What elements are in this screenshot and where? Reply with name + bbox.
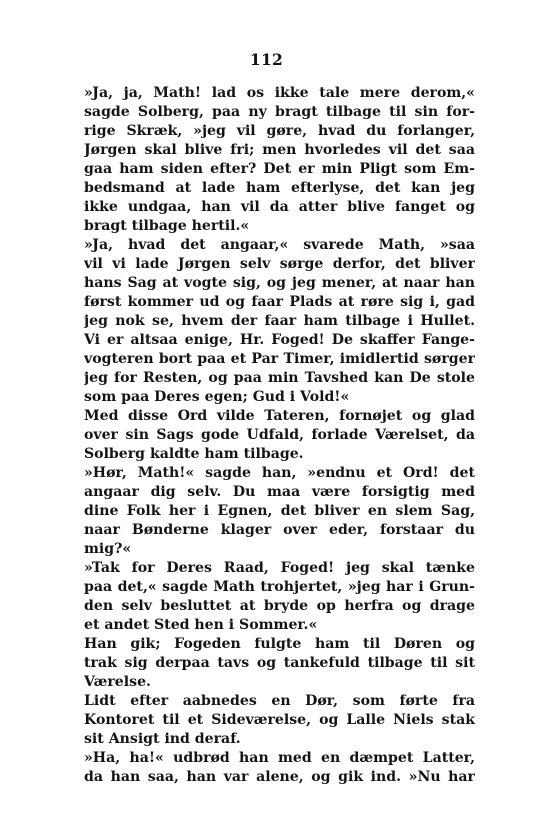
- text-line: sagde Solberg, paa ny bragt tilbage til sin for-: [84, 104, 475, 120]
- text-line: sit Ansigt ind deraf.: [84, 731, 241, 747]
- text-line: da han saa, han var alene, og gik ind. »Nu har: [84, 769, 475, 785]
- text-line: Lidt efter aabnedes en Dør, som førte fra: [84, 693, 475, 709]
- text-line: »Ha, ha!« udbrød han med en dæmpet Latter,: [84, 750, 475, 766]
- text-line: Solberg kaldte ham tilbage.: [84, 446, 304, 462]
- text-line: Kontoret til et Sideværelse, og Lalle Niels stak: [84, 712, 475, 728]
- page-number: 112: [249, 50, 284, 69]
- text-line: mig?«: [84, 541, 132, 557]
- text-line: over sin Sags gode Udfald, forlade Værelset, da: [84, 427, 475, 443]
- text-line: ikke undgaa, han vil da atter blive fanget og: [84, 199, 475, 215]
- text-line: »Hør, Math!« sagde han, »endnu et Ord! det: [84, 465, 475, 481]
- text-line: gaa ham siden efter? Det er min Pligt som Em-: [84, 161, 475, 177]
- text-line: vil vi lade Jørgen selv sørge derfor, det bliver: [84, 256, 475, 272]
- text-line: dine Folk her i Egnen, det bliver en slem Sag,: [84, 503, 475, 519]
- text-line: »Ja, ja, Math! lad os ikke tale mere derom,«: [84, 85, 475, 101]
- text-line: jeg nok se, hvem der faar ham tilbage i Hullet.: [84, 313, 475, 329]
- text-line: trak sig derpaa tavs og tankefuld tilbage til sit: [84, 655, 475, 671]
- text-line: hans Sag at vogte sig, og jeg mener, at naar han: [84, 275, 475, 291]
- text-line: naar Bønderne klager over eder, forstaar du: [84, 522, 475, 538]
- text-line: jeg for Resten, og paa min Tavshed kan De stole: [84, 370, 475, 386]
- text-line: angaar dig selv. Du maa være forsigtig med: [84, 484, 475, 500]
- text-line: Han gik; Fogeden fulgte ham til Døren og: [84, 636, 475, 652]
- text-line: Med disse Ord vilde Tateren, fornøjet og glad: [84, 408, 475, 424]
- text-line: »Ja, hvad det angaar,« svarede Math, »saa: [84, 237, 475, 253]
- text-line: som paa Deres egen; Gud i Vold!«: [84, 389, 350, 405]
- text-line: Jørgen skal blive fri; men hvorledes vil det saa: [84, 142, 475, 158]
- body-text: [84, 84, 475, 787]
- text-line: Værelse.: [84, 674, 151, 690]
- text-line: først kommer ud og faar Plads at røre sig i, gad: [84, 294, 475, 310]
- text-line: et andet Sted hen i Sommer.«: [84, 617, 318, 633]
- text-line: bragt tilbage hertil.«: [84, 218, 250, 234]
- text-line: Vi er altsaa enige, Hr. Foged! De skaffer Fange-: [84, 332, 475, 348]
- text-line: vogteren bort paa et Par Timer, imidlertid sørger: [84, 351, 475, 367]
- text-line: »Tak for Deres Raad, Foged! jeg skal tænke: [84, 560, 475, 576]
- text-line: bedsmand at lade ham efterlyse, det kan jeg: [84, 180, 475, 196]
- text-line: den selv besluttet at bryde op herfra og drage: [84, 598, 475, 614]
- text-line: rige Skræk, »jeg vil gøre, hvad du forlanger,: [84, 123, 475, 139]
- text-line: paa det,« sagde Math trohjertet, »jeg har i Grun-: [84, 579, 475, 595]
